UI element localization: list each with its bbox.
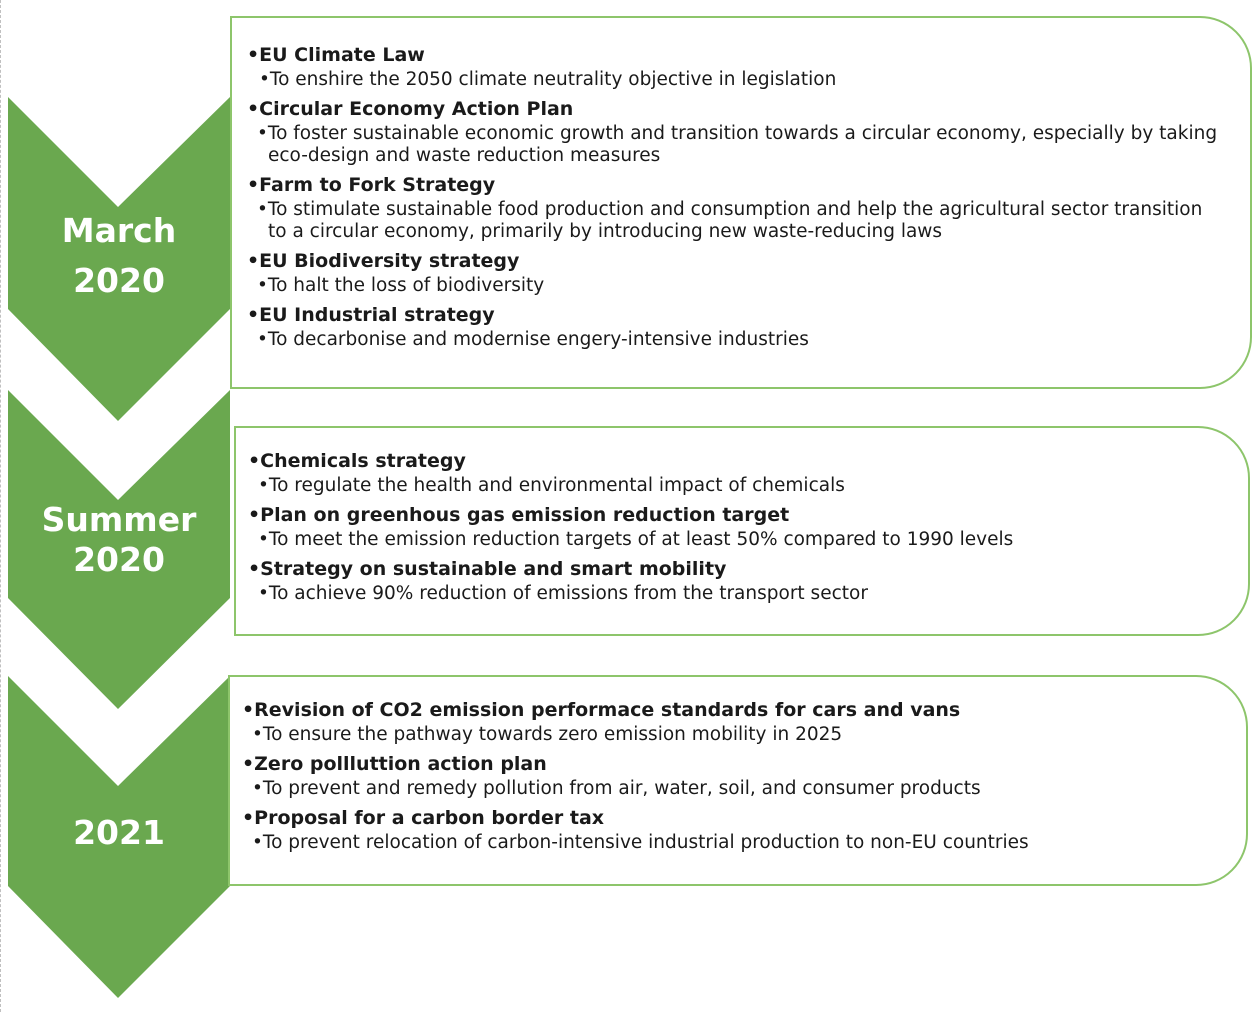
list-item [248, 502, 1228, 551]
item-description: • To halt the loss of biodiversity [247, 275, 1230, 297]
item-description: • To achieve 90% reduction of emissions from the transport sector [248, 583, 1228, 605]
item-title: • EU Biodiversity strategy [247, 248, 1230, 275]
stage-1-label [8, 206, 230, 306]
item-title: • Zero pollluttion action plan [242, 751, 1226, 778]
stage-1-label-line1: March [61, 211, 177, 250]
stage-2-item-list [248, 448, 1228, 605]
item-description: • To enshire the 2050 climate neutrality objective in legislation [247, 69, 1230, 91]
list-item [248, 448, 1228, 497]
item-title: • Chemicals strategy [248, 448, 1228, 475]
stage-1-content-box [230, 16, 1252, 389]
list-item [242, 751, 1226, 800]
item-title: • EU Industrial strategy [247, 302, 1230, 329]
stage-3-label [8, 808, 230, 858]
item-title: • Revision of CO2 emission performace standards for cars and vans [242, 697, 1226, 724]
item-description: • To prevent relocation of carbon-intensive industrial production to non-EU countries [242, 832, 1226, 854]
stage-3-label-line1: 2021 [73, 813, 165, 852]
list-item [242, 805, 1226, 854]
item-description: • To decarbonise and modernise engery-intensive industries [247, 329, 1230, 351]
item-title: • Strategy on sustainable and smart mobility [248, 556, 1228, 583]
stage-3-item-list [242, 697, 1226, 854]
stage-2-label [8, 500, 230, 580]
item-title: • EU Climate Law [247, 42, 1230, 69]
stage-1-item-list [247, 42, 1230, 351]
stage-2-label-line2: 2020 [73, 540, 165, 579]
list-item [242, 697, 1226, 746]
item-description: • To regulate the health and environmental impact of chemicals [248, 475, 1228, 497]
stage-1-label-line2: 2020 [73, 261, 165, 300]
item-description: • To stimulate sustainable food production and consumption and help the agricultural sector transition to a circular economy, primarily by introducing new waste-reducing laws [247, 199, 1218, 243]
item-description: • To ensure the pathway towards zero emission mobility in 2025 [242, 724, 1226, 746]
stage-2-label-line1: Summer [41, 500, 197, 539]
item-description: • To prevent and remedy pollution from air, water, soil, and consumer products [242, 778, 1226, 800]
item-title: • Circular Economy Action Plan [247, 96, 1230, 123]
item-title: • Proposal for a carbon border tax [242, 805, 1226, 832]
item-title: • Farm to Fork Strategy [247, 172, 1230, 199]
list-item [248, 556, 1228, 605]
item-description: • To meet the emission reduction targets of at least 50% compared to 1990 levels [248, 529, 1228, 551]
list-item [247, 248, 1230, 297]
list-item [247, 42, 1230, 91]
stage-2-content-box [234, 426, 1250, 636]
list-item [247, 302, 1230, 351]
list-item [247, 96, 1230, 167]
stage-3-content-box [228, 675, 1248, 886]
list-item [247, 172, 1230, 243]
item-description: • To foster sustainable economic growth and transition towards a circular economy, especially by taking eco-design and waste reduction measures [247, 123, 1228, 167]
item-title: • Plan on greenhous gas emission reduction target [248, 502, 1228, 529]
